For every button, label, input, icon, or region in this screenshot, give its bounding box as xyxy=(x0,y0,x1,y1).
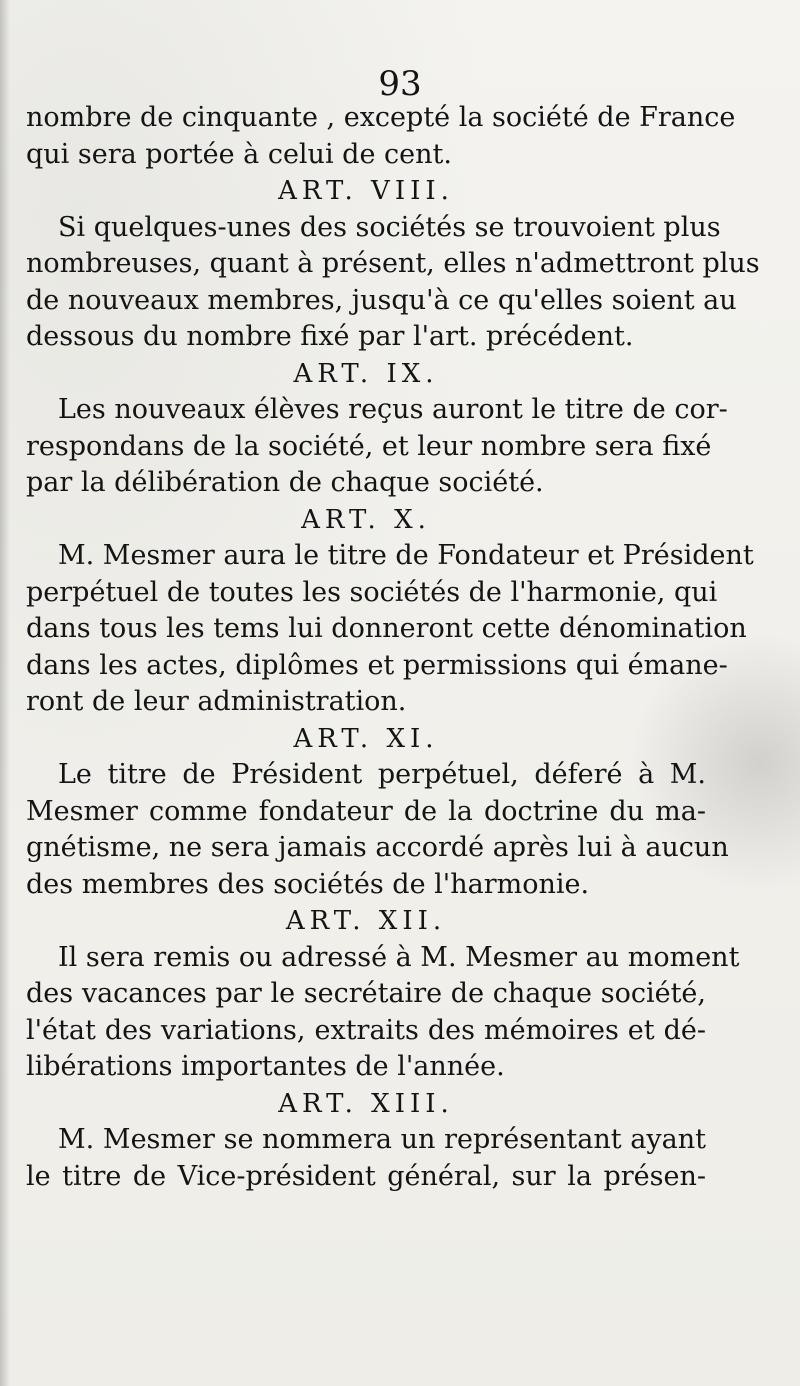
text-line: de nouveaux membres, jusqu'à ce qu'elles soient au xyxy=(26,284,737,316)
text-line: respondans de la société, et leur nombre sera fixé xyxy=(26,430,712,462)
text-line: perpétuel de toutes les sociétés de l'harmonie, qui xyxy=(26,576,718,608)
text-line: gnétisme, ne sera jamais accordé après lui à aucun xyxy=(26,832,729,863)
article-heading: ART. VIII. xyxy=(278,176,454,206)
text-line: ront de leur administration. xyxy=(26,686,407,717)
text-line: par la délibération de chaque société. xyxy=(26,467,544,498)
text-line: libérations importantes de l'année. xyxy=(26,1051,505,1082)
text-line: Mesmer comme fondateur de la doctrine du ma- xyxy=(26,795,706,827)
text-line: des vacances par le secrétaire de chaque société, xyxy=(26,978,706,1009)
article-heading: ART. IX. xyxy=(293,358,439,389)
text-line: nombre de cinquante , excepté la société de France xyxy=(26,102,736,133)
body-text xyxy=(26,100,760,1195)
article-heading: ART. XI. xyxy=(293,723,439,754)
text-line: Si quelques-unes des sociétés se trouvoient plus xyxy=(58,211,721,243)
article-heading: ART. XIII. xyxy=(278,1088,454,1119)
text-line: l'état des variations, extraits des mémoires et dé- xyxy=(26,1014,706,1046)
text-line: le titre de Vice-président général, sur la présen- xyxy=(26,1160,706,1192)
text-line: dessous du nombre fixé par l'art. précédent. xyxy=(26,321,634,352)
text-line: Les nouveaux élèves reçus auront le titre de cor- xyxy=(58,394,728,425)
page-number: 93 xyxy=(378,64,422,104)
text-line: Il sera remis ou adressé à M. Mesmer au moment xyxy=(58,941,740,973)
text-line: Le titre de Président perpétuel, déferé à M. xyxy=(58,759,706,790)
text-line: nombreuses, quant à présent, elles n'admettront plus xyxy=(26,248,760,279)
text-line: dans les actes, diplômes et permissions qui émane- xyxy=(26,649,728,681)
text-line: des membres des sociétés de l'harmonie. xyxy=(26,868,590,900)
article-heading: ART. XII. xyxy=(285,906,447,936)
text-line: M. Mesmer se nommera un représentant ayant xyxy=(58,1124,706,1155)
text-line: dans tous les tems lui donneront cette dénomination xyxy=(26,613,747,644)
text-line: M. Mesmer aura le titre de Fondateur et Président xyxy=(58,540,754,571)
article-heading: ART. X. xyxy=(301,504,431,535)
text-line: qui sera portée à celui de cent. xyxy=(26,138,452,170)
